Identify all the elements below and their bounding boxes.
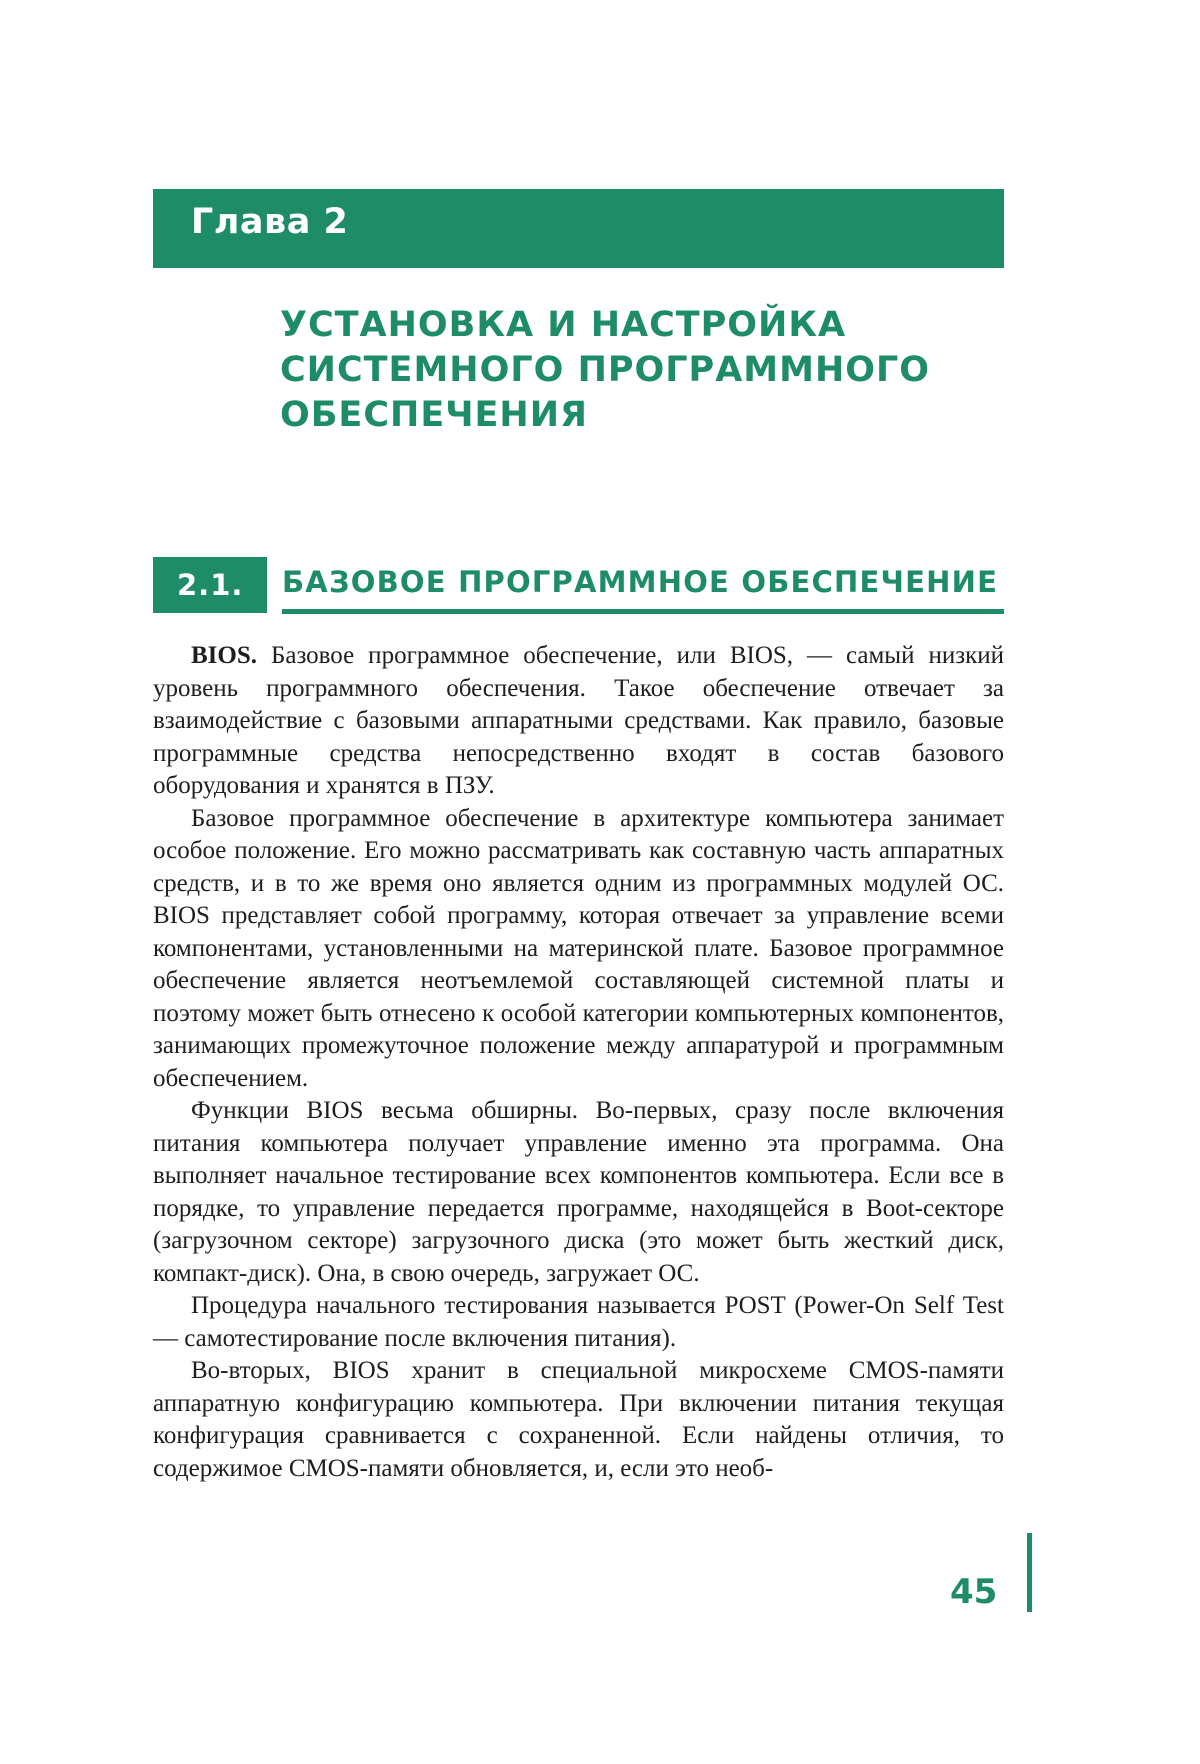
chapter-label: Глава 2 xyxy=(191,202,349,242)
paragraph-lead-term: BIOS. xyxy=(191,642,258,669)
page-number-rule xyxy=(1027,1533,1032,1612)
paragraph: Базовое программное обеспечение в архитектуре компьютера занимает особое положение. Его можно рассматривать как составную часть аппаратных средств, и в то же время оно является одним из программных модулей ОС. BIOS представляет собой программу, которая отвечает за управление всеми компонентами, установленными на материнской плате. Базовое программное обеспечение является неотъемлемой составляющей системной платы и поэтому может быть отнесено к особой категории компьютерных компонентов, занимающих промежуточное положение между аппаратурой и программным обеспечением. xyxy=(153,804,1004,1092)
chapter-title-line: СИСТЕМНОГО ПРОГРАММНОГО xyxy=(280,350,931,390)
chapter-title xyxy=(280,303,1000,438)
section-underline xyxy=(282,609,1004,614)
body-text xyxy=(153,640,1004,1485)
section-number-box xyxy=(153,557,267,613)
paragraph xyxy=(153,640,1004,803)
page-number: 45 xyxy=(950,1572,998,1612)
paragraph: Процедура начального тестирования называется POST (Power-On Self Test — самотестирование после включения питания). xyxy=(153,1292,1004,1352)
paragraph-text: Базовое программное обеспечение, или BIOS, — самый низкий уровень программного обеспечения. Такое обеспечение отвечает за взаимодействие с базовыми аппаратными средствами. Как правило, базовые программные средства непосредственно входят в состав базового оборудования и хранятся в ПЗУ. xyxy=(153,642,1004,799)
paragraph: Функции BIOS весьма обширны. Во-первых, сразу после включения питания компьютера получает управление именно эта программа. Она выполняет начальное тестирование всех компонентов компьютера. Если все в порядке, то управление передается программе, находящейся в Boot-секторе (загрузочном секторе) загрузочного диска (это может быть жесткий диск, компакт-диск). Она, в свою очередь, загружает ОС. xyxy=(153,1097,1004,1287)
paragraph: Во-вторых, BIOS хранит в специальной микросхеме CMOS-памяти аппаратную конфигурацию компьютера. При включении питания текущая конфигурация сравнивается с сохраненной. Если найдены отличия, то содержимое CMOS-памяти обновляется, и, если это необ- xyxy=(153,1357,1004,1482)
chapter-header-bar xyxy=(153,189,1004,268)
chapter-title-line: УСТАНОВКА И НАСТРОЙКА xyxy=(280,305,847,345)
section-title: БАЗОВОЕ ПРОГРАММНОЕ ОБЕСПЕЧЕНИЕ xyxy=(282,565,999,599)
section-number: 2.1. xyxy=(177,568,244,602)
chapter-title-line: ОБЕСПЕЧЕНИЯ xyxy=(280,395,588,435)
